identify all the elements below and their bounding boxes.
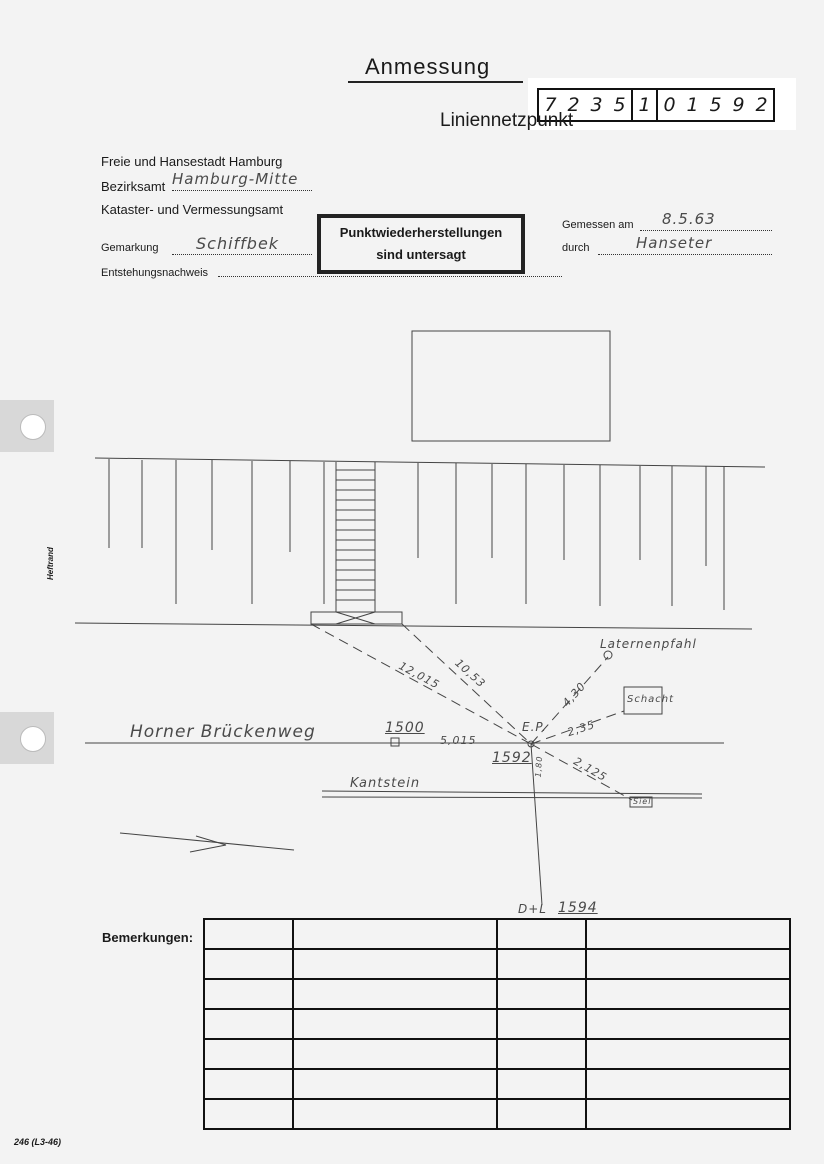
distance-label: 2,35 — [565, 717, 597, 740]
table-row — [204, 919, 790, 949]
gemarkung-label: Gemarkung — [101, 242, 159, 254]
office-line-1: Freie und Hansestadt Hamburg — [101, 154, 283, 169]
building-outline — [412, 331, 610, 441]
remarks-label: Bemerkungen: — [102, 930, 194, 945]
lamp-post-marker — [604, 651, 612, 659]
remarks-table — [203, 918, 791, 1130]
gate-hatch — [336, 462, 375, 612]
distance-label: 12,015 — [396, 659, 442, 692]
form-code: 246 (L3-46) — [14, 1137, 62, 1147]
number-digit: 9 — [732, 94, 745, 116]
ep-label: E.P. — [522, 720, 547, 734]
office-line-3: Kataster- und Vermessungsamt — [101, 202, 284, 217]
dl-label: D+L — [518, 902, 547, 916]
street-label: Horner Brückenweg — [130, 722, 316, 742]
number-digit: 5 — [709, 94, 722, 116]
distance-label: 4,30 — [559, 679, 589, 710]
property-line — [75, 623, 752, 629]
gemessen-label: Gemessen am — [562, 219, 634, 231]
bezirksamt-label: Bezirksamt — [101, 179, 166, 194]
stamp-line-1: Punktwiederherstellungen — [339, 225, 503, 240]
point-label-1592: 1592 — [492, 750, 532, 766]
table-row — [204, 979, 790, 1009]
siel-label: Siel — [633, 797, 652, 806]
bezirksamt-value: Hamburg-Mitte — [172, 170, 299, 188]
table-row — [204, 1069, 790, 1099]
point-label-1500: 1500 — [385, 720, 425, 736]
heftrand-label: Heftrand — [46, 547, 55, 580]
north-arrow — [120, 833, 294, 850]
schacht-label: Schacht — [627, 694, 675, 705]
table-row — [204, 1039, 790, 1069]
kantstein-label: Kantstein — [350, 776, 421, 791]
gemarkung-value: Schiffbek — [196, 234, 280, 253]
number-digit: 1 — [633, 90, 658, 120]
stamp-line-2: sind untersagt — [376, 247, 466, 262]
number-digit: 2 — [755, 94, 768, 116]
entstehungsnachweis-label: Entstehungsnachweis — [101, 267, 209, 279]
laternenpfahl-label: Laternenpfahl — [600, 637, 697, 651]
number-digit: 7 — [544, 94, 557, 116]
number-digit: 2 — [567, 94, 580, 116]
distance-label: 2,125 — [571, 754, 610, 785]
curb-line — [322, 791, 702, 794]
point-marker-1500 — [391, 738, 399, 746]
number-digit: 5 — [608, 90, 633, 120]
gemessen-value: 8.5.63 — [662, 210, 716, 228]
number-digit: 1 — [686, 94, 699, 116]
page-title: Anmessung — [365, 54, 491, 79]
page-subtitle: Liniennetzpunkt — [440, 110, 574, 131]
number-digit: 0 — [663, 94, 676, 116]
north-arrow-head — [190, 836, 226, 852]
durch-value: Hanseter — [636, 234, 713, 252]
distance-label: 1,80 — [533, 755, 545, 778]
durch-label: durch — [562, 242, 590, 254]
table-row — [204, 1009, 790, 1039]
distance-label: 10,53 — [452, 656, 489, 691]
fence-top-line — [95, 458, 765, 467]
point-label-1594: 1594 — [558, 900, 598, 916]
distance-label: 5,015 — [440, 734, 477, 747]
table-row — [204, 1099, 790, 1129]
fence-posts — [109, 459, 724, 610]
table-row — [204, 949, 790, 979]
number-digit: 3 — [590, 94, 603, 116]
